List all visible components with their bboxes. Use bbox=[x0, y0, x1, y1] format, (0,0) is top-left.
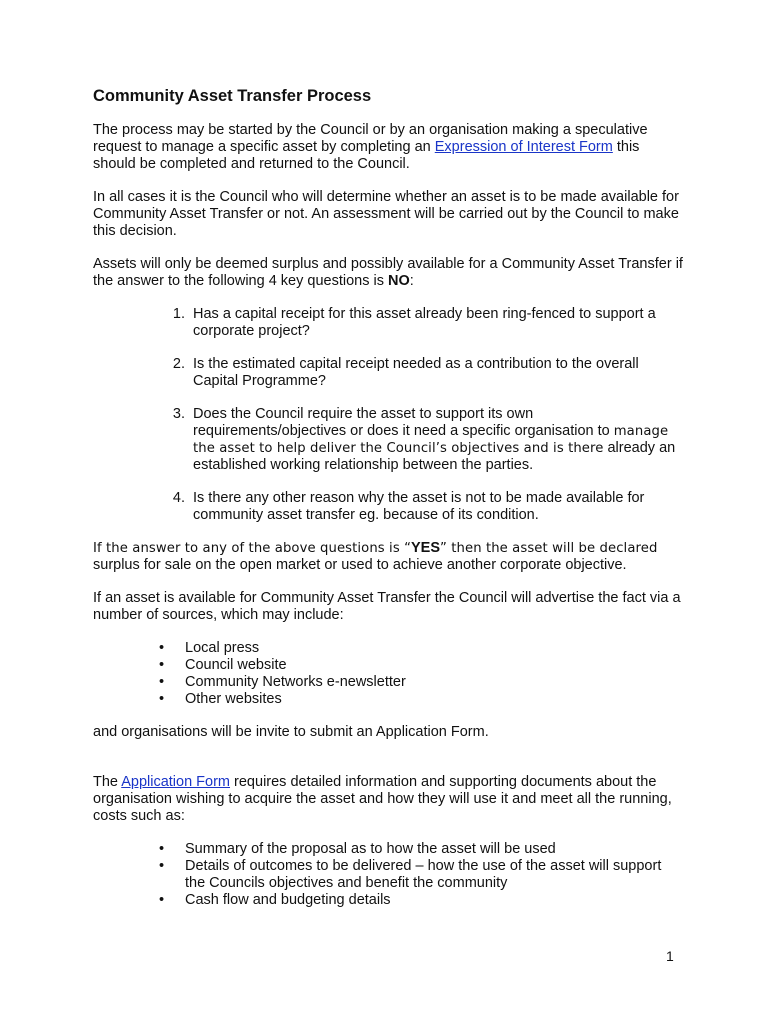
list-item: • Cash flow and budgeting details bbox=[185, 892, 683, 909]
yes-paragraph bbox=[93, 540, 683, 574]
yes-text-middle: ” then the asset will be declared bbox=[440, 541, 658, 556]
surplus-text: Assets will only be deemed surplus and possibly available for a Community Asset Transfer if the answer to the following 4 key questions is bbox=[93, 256, 683, 289]
surplus-text-end: : bbox=[409, 273, 414, 289]
application-form-link[interactable]: Application Form bbox=[121, 774, 231, 790]
list-item: • Community Networks e-newsletter bbox=[185, 674, 683, 691]
document-page bbox=[93, 86, 683, 925]
intro-paragraph bbox=[93, 122, 683, 173]
list-item: • Other websites bbox=[185, 691, 683, 708]
page-number: 1 bbox=[666, 948, 674, 964]
list-item: 2. Is the estimated capital receipt needed as a contribution to the overall Capital Programme? bbox=[189, 356, 683, 390]
requirements-list bbox=[93, 841, 683, 909]
list-item bbox=[189, 406, 683, 474]
intro-text: The process may be started by the Council or by an organisation making a speculative request to manage a specific asset by completing an bbox=[93, 122, 648, 155]
spacer bbox=[93, 757, 683, 774]
intro-text-end: this should be completed and returned to the Council. bbox=[93, 139, 640, 172]
list-item: 1. Has a capital receipt for this asset already been ring-fenced to support a corporate project? bbox=[189, 306, 683, 340]
list-item: • Council website bbox=[185, 657, 683, 674]
no-emphasis: NO bbox=[388, 273, 410, 289]
list-item: • Local press bbox=[185, 640, 683, 657]
expression-of-interest-link[interactable]: Expression of Interest Form bbox=[434, 139, 613, 155]
application-text: The bbox=[93, 774, 122, 790]
sources-list bbox=[93, 640, 683, 708]
question-3-text-alt-font: manage the asset to help deliver the Council’s objectives and is there bbox=[193, 424, 669, 456]
yes-emphasis: YES bbox=[411, 540, 441, 556]
invite-paragraph: and organisations will be invite to submit an Application Form. bbox=[93, 724, 489, 740]
application-text-end: requires detailed information and supporting documents about the organisation wishing to acquire the asset and how they will use it and meet all the running, costs such as: bbox=[93, 774, 672, 824]
yes-text: If the answer to any of the above questions is “ bbox=[93, 541, 412, 556]
yes-text-end: surplus for sale on the open market or used to achieve another corporate objective. bbox=[93, 557, 627, 573]
list-item: • Details of outcomes to be delivered – how the use of the asset will support the Councils objectives and benefit the community bbox=[185, 858, 683, 892]
list-item: • Summary of the proposal as to how the asset will be used bbox=[185, 841, 683, 858]
question-3-text-end: already an established working relationship between the parties. bbox=[193, 440, 676, 473]
surplus-paragraph bbox=[93, 256, 683, 290]
assessment-paragraph: In all cases it is the Council who will determine whether an asset is to be made available for Community Asset Transfer or not. An assessment will be carried out by the Council to make this decision. bbox=[93, 189, 679, 239]
question-3-text: Does the Council require the asset to support its own requirements/objectives or does it need a specific organisation to bbox=[193, 406, 614, 439]
application-paragraph bbox=[93, 774, 683, 825]
page-title: Community Asset Transfer Process bbox=[93, 87, 372, 105]
list-item: 4. Is there any other reason why the asset is not to be made available for community asset transfer eg. because of its condition. bbox=[189, 490, 683, 524]
key-questions-list bbox=[93, 306, 683, 524]
advertise-paragraph: If an asset is available for Community Asset Transfer the Council will advertise the fact via a number of sources, which may include: bbox=[93, 590, 681, 623]
